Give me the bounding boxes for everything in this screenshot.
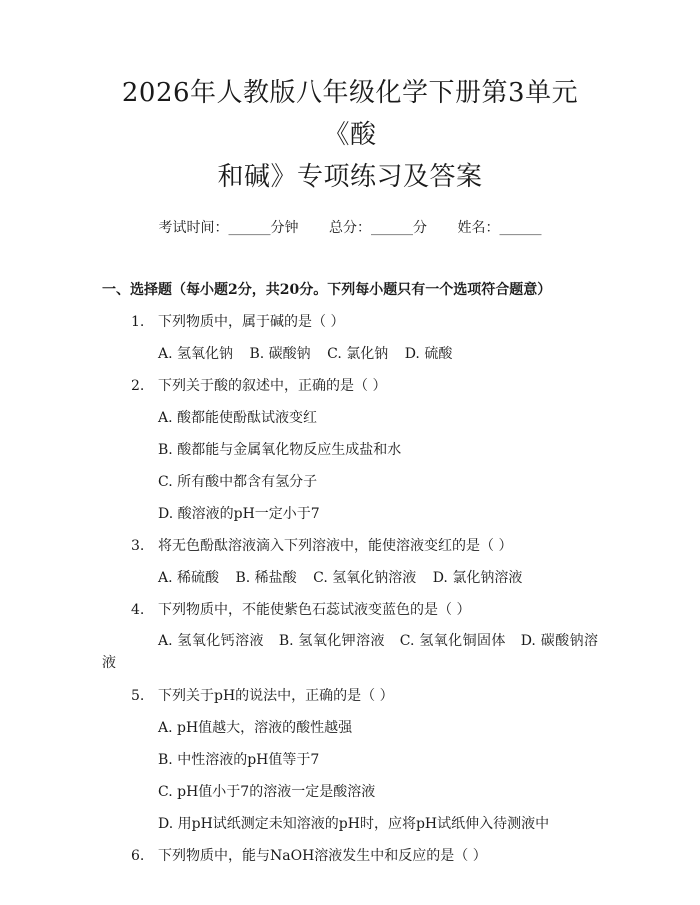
- question-4-options: [102, 630, 598, 674]
- option-a: A. 酸都能使酚酞试液变红: [158, 410, 318, 426]
- option-c: C. 氢氧化钠溶液: [313, 570, 417, 586]
- option-d: D. 碳酸钠溶液: [102, 633, 598, 671]
- question-number: 3.: [131, 538, 145, 554]
- question-text: 将无色酚酞溶液滴入下列溶液中，能使溶液变红的是（ ）: [158, 538, 513, 554]
- section-heading-multiple-choice: 一、选择题（每小题2分，共20分。下列每小题只有一个选项符合题意）: [102, 282, 552, 298]
- option-d: D. 氯化钠溶液: [432, 570, 523, 586]
- question-3-options: [102, 568, 598, 588]
- option-a: A. 氢氧化钠: [158, 346, 234, 362]
- question-1: [102, 312, 598, 332]
- option-d: D. 用pH试纸测定未知溶液的pH时，应将pH试纸伸入待测液中: [158, 816, 550, 832]
- question-1-options: [102, 344, 598, 364]
- exam-time-field: 考试时间：______分钟: [158, 220, 299, 236]
- question-2: [102, 376, 598, 396]
- question-6: [102, 846, 598, 866]
- question-4: [102, 600, 598, 620]
- option-a: A. 稀硫酸: [158, 570, 220, 586]
- option-b: B. 中性溶液的pH值等于7: [158, 752, 320, 768]
- question-text: 下列物质中，属于碱的是（ ）: [158, 314, 345, 330]
- total-score-field: 总分：______分: [329, 220, 427, 236]
- option-a: A. pH值越大，溶液的酸性越强: [158, 720, 353, 736]
- question-number: 1.: [131, 314, 145, 330]
- question-3: [102, 536, 598, 556]
- option-c: C. 氢氧化铜固体: [399, 633, 506, 649]
- option-c: C. pH值小于7的溶液一定是酸溶液: [158, 784, 376, 800]
- question-text: 下列关于pH的说法中，正确的是（ ）: [158, 688, 394, 704]
- option-c: C. 所有酸中都含有氢分子: [158, 474, 318, 490]
- option-c: C. 氯化钠: [327, 346, 389, 362]
- question-text: 下列物质中，能与NaOH溶液发生中和反应的是（ ）: [158, 848, 487, 864]
- student-name-field: 姓名：______: [457, 220, 542, 236]
- title-line-2: 和碱》专项练习及答案: [217, 162, 483, 192]
- option-b: B. 氢氧化钾溶液: [278, 633, 385, 649]
- question-number: 4.: [131, 602, 145, 618]
- title-line-1: 2026年人教版八年级化学下册第3单元《酸: [121, 78, 579, 150]
- option-a: A. 氢氧化钙溶液: [158, 633, 264, 649]
- option-b: B. 稀盐酸: [235, 570, 297, 586]
- question-number: 2.: [131, 378, 145, 394]
- question-text: 下列关于酸的叙述中，正确的是（ ）: [158, 378, 387, 394]
- exam-meta: [102, 218, 598, 238]
- option-d: D. 硫酸: [404, 346, 453, 362]
- option-d: D. 酸溶液的pH一定小于7: [158, 506, 320, 522]
- document-title: [102, 72, 598, 198]
- option-b: B. 酸都能与金属氧化物反应生成盐和水: [158, 442, 402, 458]
- option-b: B. 碳酸钠: [249, 346, 311, 362]
- question-text: 下列物质中，不能使紫色石蕊试液变蓝色的是（ ）: [158, 602, 471, 618]
- question-number: 6.: [131, 848, 145, 864]
- question-5: [102, 686, 598, 706]
- question-number: 5.: [131, 688, 145, 704]
